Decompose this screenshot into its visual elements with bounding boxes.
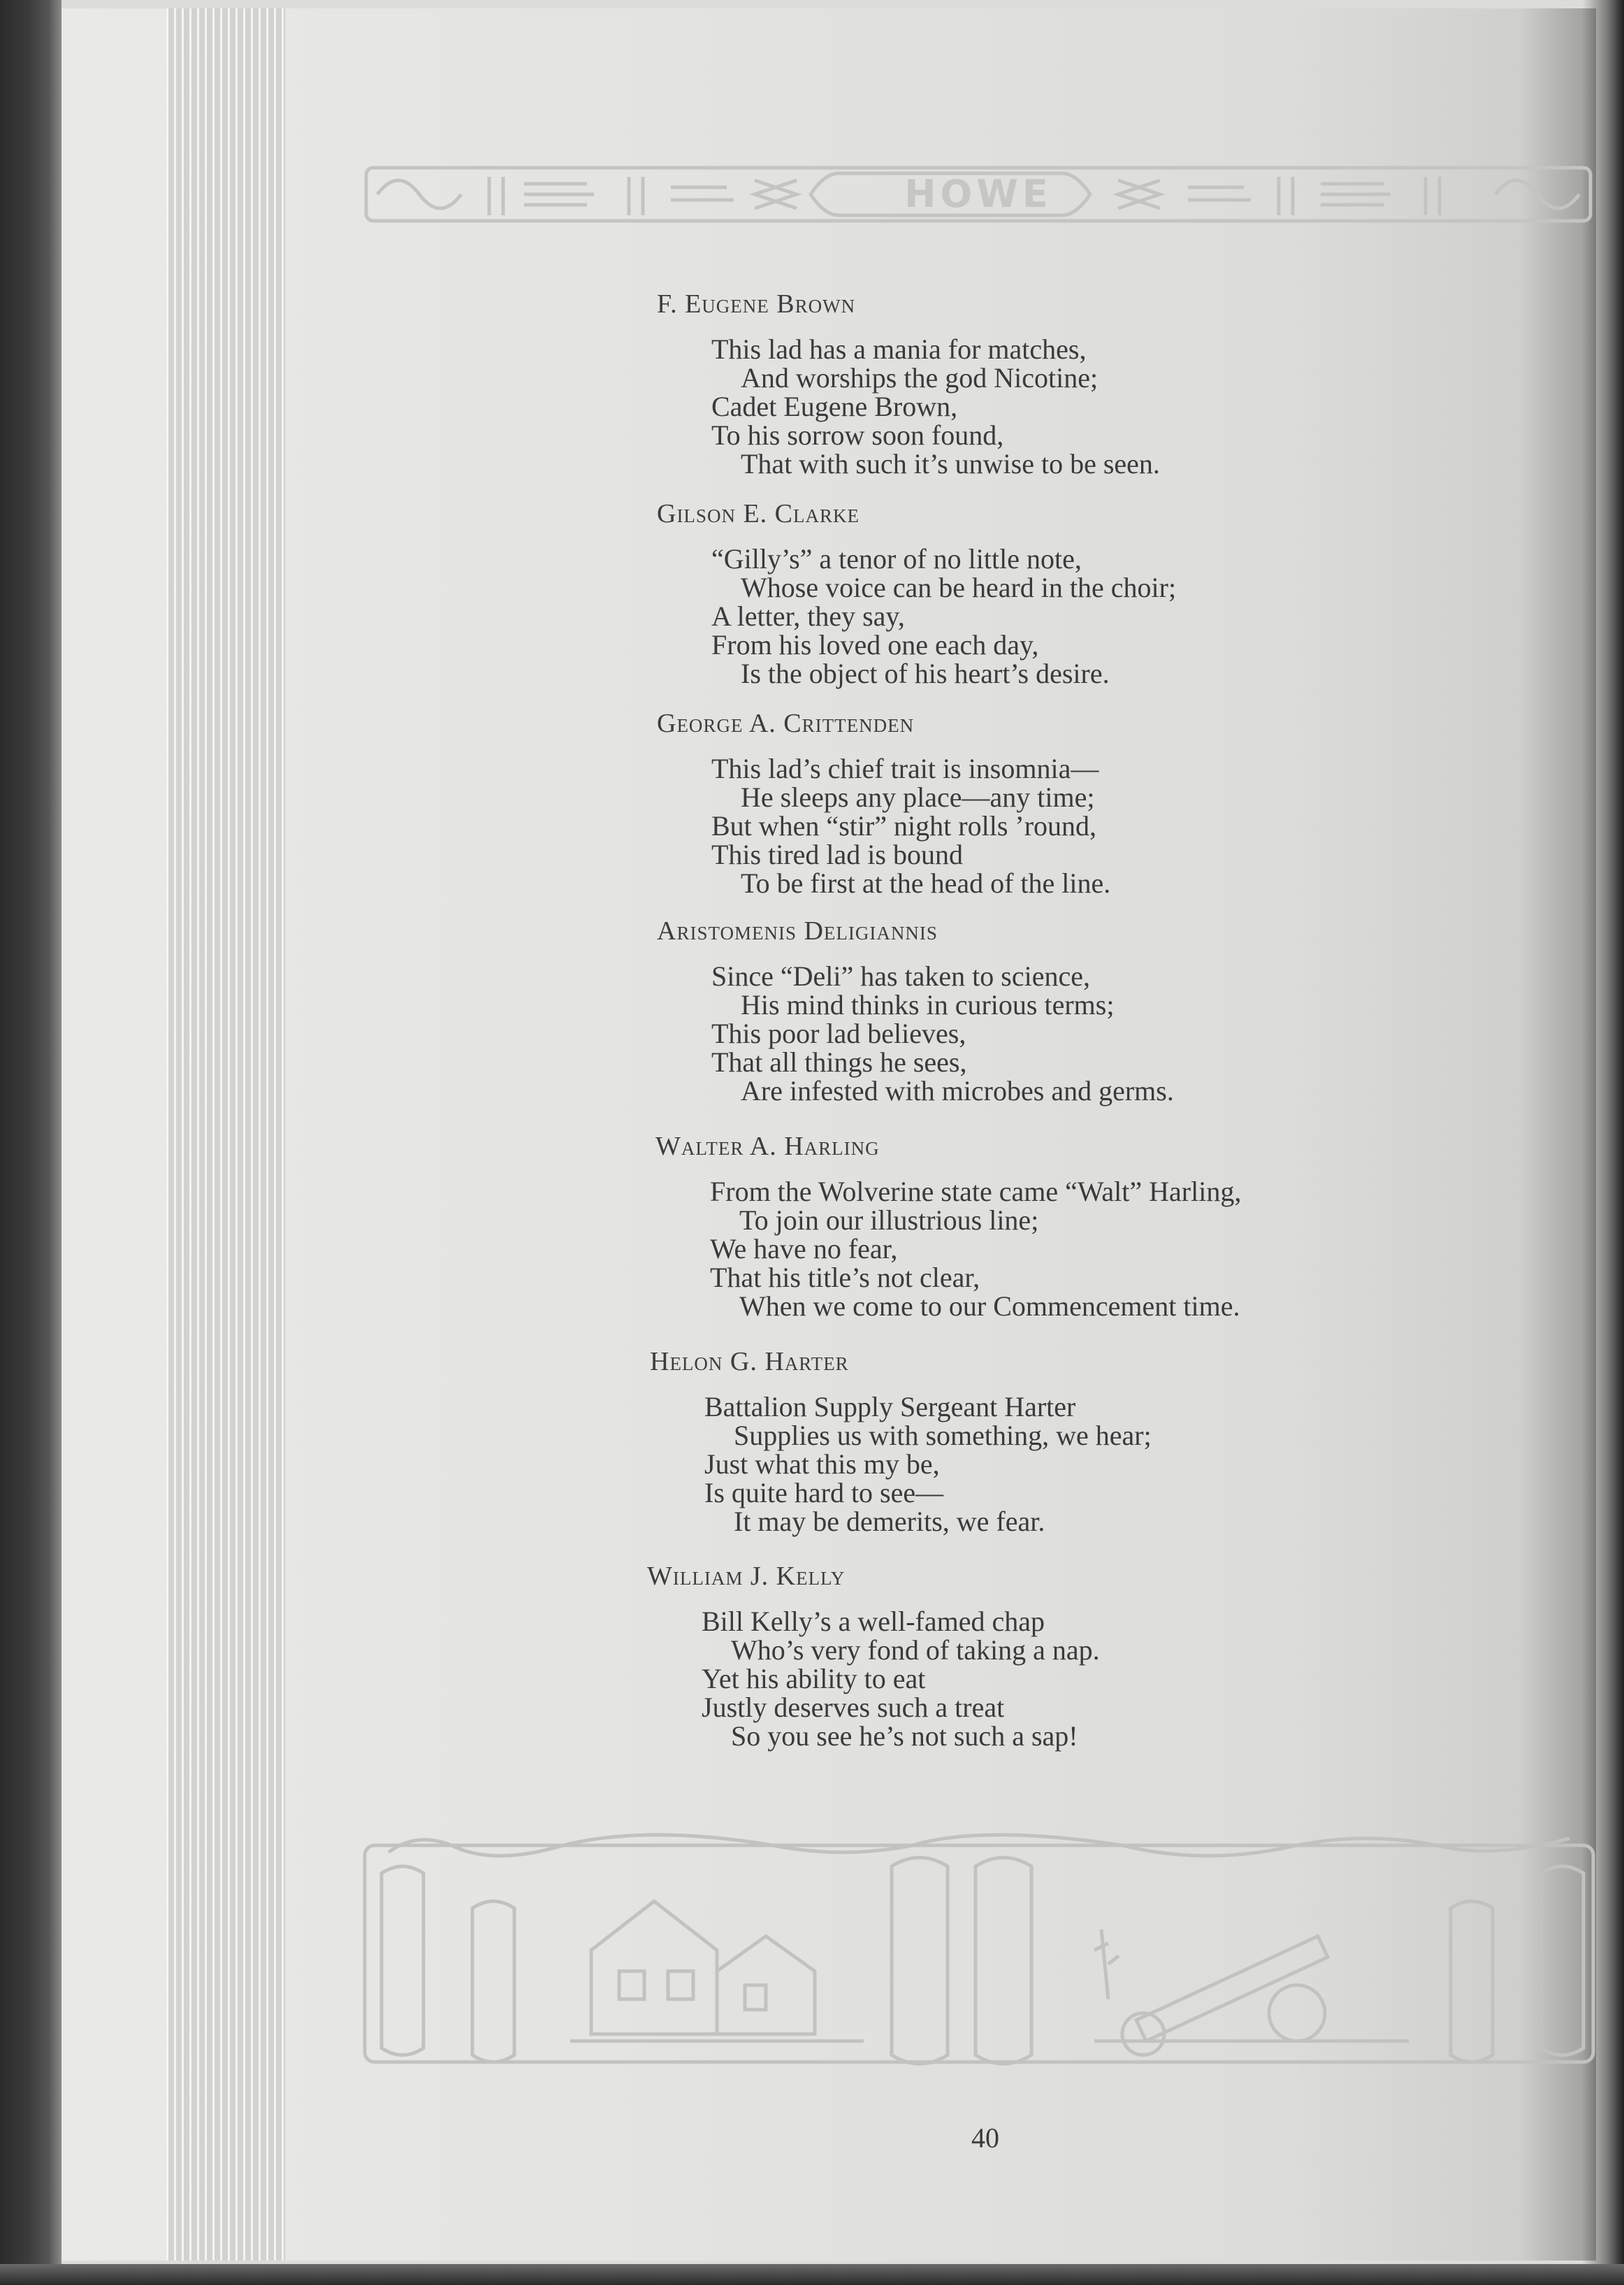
verse-line: Cadet Eugene Brown, <box>711 391 958 422</box>
entry <box>647 1561 1100 1750</box>
verse-line: Is the object of his heart’s desire. <box>741 658 1110 689</box>
verse-line: We have no fear, <box>710 1233 898 1264</box>
verse-line: So you see he’s not such a sap! <box>731 1720 1078 1752</box>
verse-line: Battalion Supply Sergeant Harter <box>704 1391 1076 1422</box>
footer-ornament-graphic <box>361 1824 1597 2069</box>
verse-line: That his title’s not clear, <box>710 1262 980 1293</box>
verse-line: This lad’s chief trait is insomnia— <box>711 753 1099 784</box>
verse-line: Bill Kelly’s a well-famed chap <box>702 1606 1045 1637</box>
entry <box>657 498 1176 688</box>
verse-line: This tired lad is bound <box>711 839 963 870</box>
entry-verse <box>702 1607 1100 1750</box>
verse-line: It may be demerits, we fear. <box>734 1506 1045 1537</box>
verse-line: When we come to our Commencement time. <box>739 1290 1240 1322</box>
entry-verse <box>711 754 1110 898</box>
verse-line: Justly deserves such a treat <box>702 1692 1005 1723</box>
verse-line: Yet his ability to eat <box>702 1663 926 1694</box>
verse-line: Who’s very fond of taking a nap. <box>731 1634 1100 1666</box>
verse-line: His mind thinks in curious terms; <box>741 989 1115 1021</box>
entry <box>657 289 1160 478</box>
verse-line: Whose voice can be heard in the choir; <box>741 572 1177 603</box>
verse-line: “Gilly’s” a tenor of no little note, <box>711 543 1082 575</box>
page-edges <box>166 8 285 2261</box>
verse-line: And worships the god Nicotine; <box>741 362 1099 394</box>
entry-name: F. Eugene Brown <box>657 289 856 319</box>
verse-line: Are infested with microbes and germs. <box>741 1075 1174 1107</box>
verse-line: That all things he sees, <box>711 1046 967 1078</box>
verse-line: A letter, they say, <box>711 600 905 632</box>
verse-line: To be first at the head of the line. <box>741 867 1111 899</box>
entry-verse <box>711 962 1174 1105</box>
verse-line: To his sorrow soon found, <box>711 419 1004 451</box>
verse-line: Is quite hard to see— <box>704 1477 944 1508</box>
entry-name: George A. Crittenden <box>657 709 915 738</box>
entry-name: Aristomenis Deligiannis <box>657 916 938 946</box>
header-title: HOWE <box>904 172 1052 216</box>
header-ornament <box>363 152 1593 235</box>
verse-line: He sleeps any place—any time; <box>741 781 1095 813</box>
verse-line: Just what this my be, <box>704 1448 940 1480</box>
entry-name: Helon G. Harter <box>650 1347 849 1376</box>
entry-verse <box>711 545 1176 688</box>
verse-line: Supplies us with something, we hear; <box>734 1420 1152 1451</box>
entry-verse <box>711 335 1160 478</box>
verse-line: Since “Deli” has taken to science, <box>711 960 1090 992</box>
entry-verse <box>710 1177 1241 1320</box>
entry <box>657 708 1110 898</box>
entry-name: Walter A. Harling <box>655 1132 880 1161</box>
verse-line: That with such it’s unwise to be seen. <box>741 448 1160 480</box>
verse-line: But when “stir” night rolls ’round, <box>711 810 1097 842</box>
verse-line: This poor lad believes, <box>711 1018 966 1049</box>
footer-ornament <box>361 1824 1597 2069</box>
verse-line: To join our illustrious line; <box>739 1204 1039 1236</box>
entry <box>657 916 1174 1105</box>
verse-line: From his loved one each day, <box>711 629 1039 661</box>
entry <box>655 1131 1241 1320</box>
verse-line: From the Wolverine state came “Walt” Harling, <box>710 1176 1242 1207</box>
bottom-edge <box>0 2264 1624 2285</box>
entry-name: Gilson E. Clarke <box>657 499 860 528</box>
entry <box>650 1346 1152 1536</box>
entry-name: William J. Kelly <box>647 1562 846 1591</box>
verse-line: This lad has a mania for matches, <box>711 333 1087 365</box>
page-number: 40 <box>971 2122 999 2154</box>
entry-verse <box>704 1392 1152 1536</box>
book-binding <box>0 0 61 2285</box>
